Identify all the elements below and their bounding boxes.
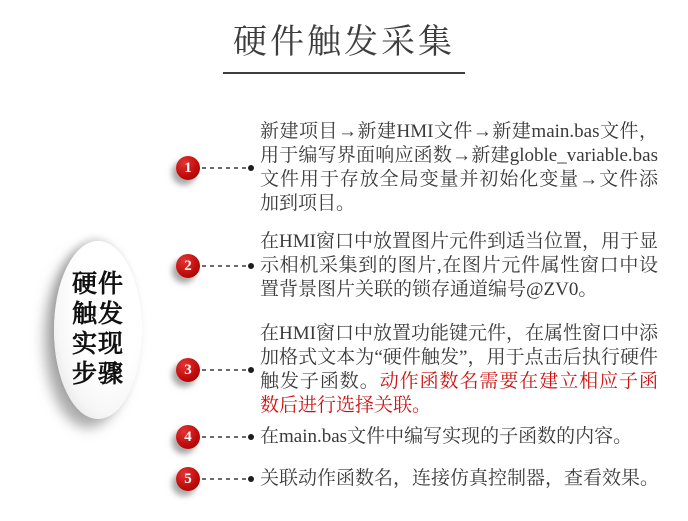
dotted-arrow-icon bbox=[202, 433, 254, 441]
title-bar bbox=[0, 14, 688, 74]
step-4-badge: 4 bbox=[176, 425, 200, 449]
ellipse-label-line: 硬件 bbox=[71, 271, 124, 298]
step-3-badge: 3 bbox=[176, 358, 200, 382]
step-5-text: 关联动作函数名，连接仿真控制器，查看效果。 bbox=[260, 468, 660, 489]
step-row-1 bbox=[176, 120, 676, 216]
step-row-5 bbox=[176, 467, 676, 491]
step-2-text: 在HMI窗口中放置图片元件到适当位置，用于显示相机采集到的图片,在图片元件属性窗口中设置背景图片关联的锁存通道编号@ZV0。 bbox=[260, 231, 658, 300]
steps-list bbox=[176, 120, 676, 491]
dotted-arrow-icon bbox=[202, 164, 254, 172]
ellipse-label bbox=[72, 270, 124, 390]
step-5-badge: 5 bbox=[176, 467, 200, 491]
steps-ellipse bbox=[54, 241, 142, 419]
ellipse-label-line: 步骤 bbox=[71, 361, 124, 388]
step-1-text: 新建项目→新建HMI文件→新建main.bas文件，用于编写界面响应函数→新建globle_variable.bas文件用于存放全局变量并初始化变量→文件添加到项目。 bbox=[260, 121, 658, 214]
step-3-text-highlight: 动作函数名需要在建立相应子函数后进行选择关联。 bbox=[260, 371, 658, 416]
ellipse-label-line: 触发 bbox=[71, 301, 124, 328]
step-2-badge: 2 bbox=[176, 254, 200, 278]
dotted-arrow-icon bbox=[202, 262, 254, 270]
step-row-3 bbox=[176, 322, 676, 418]
step-3-text-normal: 在HMI窗口中放置功能键元件，在属性窗口中添加格式文本为“硬件触发”，用于点击后执行硬件触发子函数。 bbox=[260, 323, 658, 392]
dotted-arrow-icon bbox=[202, 366, 254, 374]
step-1-badge: 1 bbox=[176, 156, 200, 180]
step-3-text bbox=[260, 322, 658, 418]
step-4-text: 在main.bas文件中编写实现的子函数的内容。 bbox=[260, 426, 633, 447]
page-title: 硬件触发采集 bbox=[223, 14, 465, 74]
dotted-arrow-icon bbox=[202, 475, 254, 483]
ellipse-label-line: 实现 bbox=[71, 331, 124, 358]
step-row-4 bbox=[176, 425, 676, 449]
step-row-2 bbox=[176, 230, 676, 302]
